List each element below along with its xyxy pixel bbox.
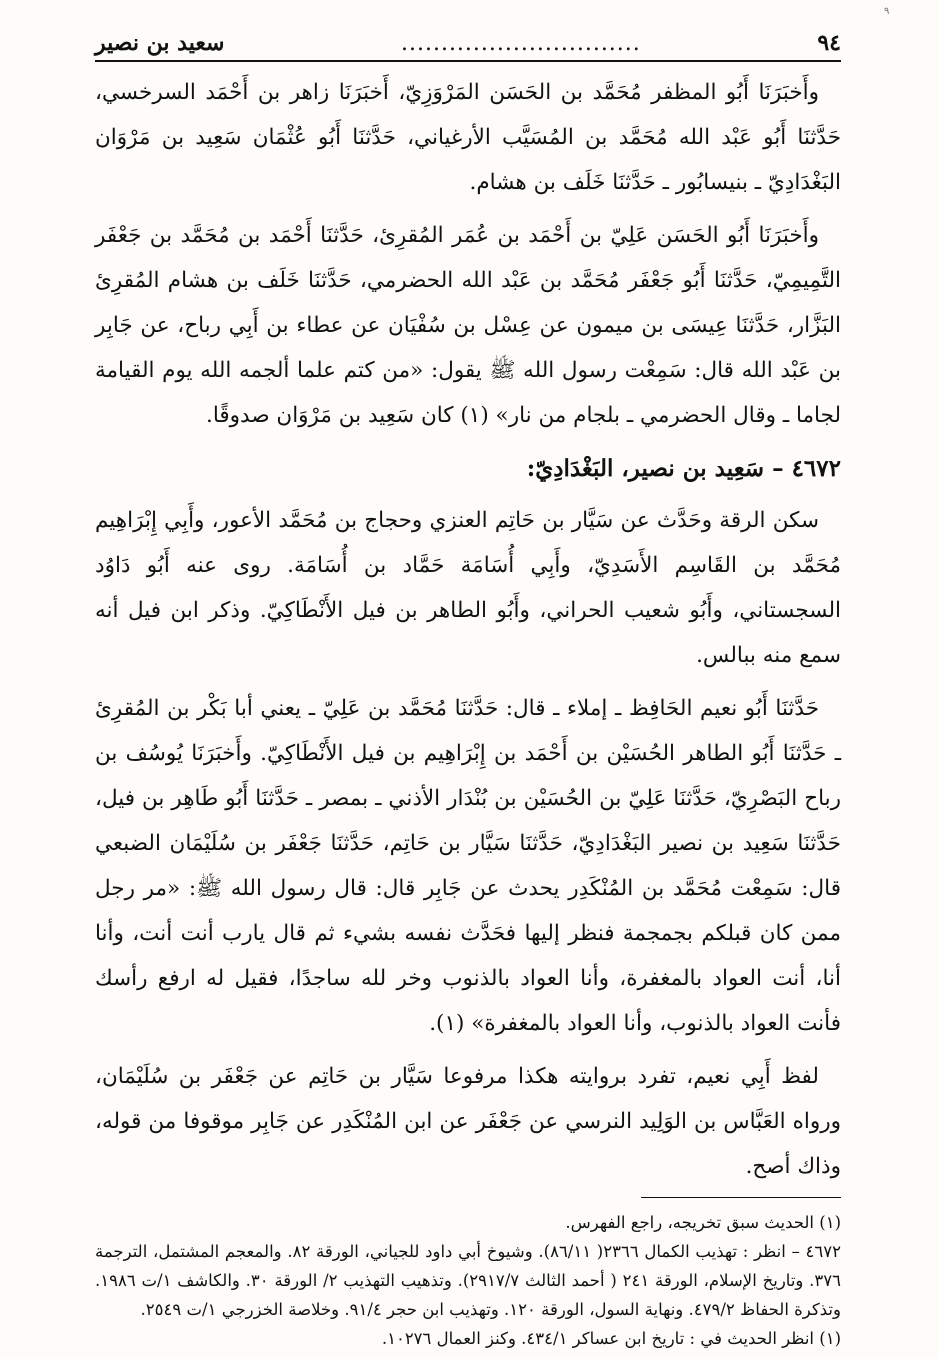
footnote-divider (641, 1197, 841, 1198)
entry-paragraph-1: سكن الرقة وحَدَّث عن سَيَّار بن حَاتِم العنزي وحجاج بن مُحَمَّد الأعور، وأَبِي إِبْرَاهِيم مُحَمَّد بن القَاسِم الأَسَدِيّ، وأَبِي أُسَامَة حَمَّاد بن أُسَامَة. روى عنه أَبُو دَاوُد السجستاني، وأَبُو شعيب الحراني، وأَبُو الطاهر بن فيل الأَنْطَاكِيّ. وذكر ابن فيل أنه سمع منه ببالس. (95, 508, 841, 668)
entry-paragraph-2: حَدَّثنَا أَبُو نعيم الحَافِظ ـ إملاء ـ قال: حَدَّثنَا مُحَمَّد بن عَلِيّ ـ يعني أبا بَكْر بن المُقرِئ ـ حَدَّثنَا أَبُو الطاهر الحُسَيْن بن أَحْمَد بن إِبْرَاهِيم بن فيل الأَنْطَاكِيّ. وأَخبَرَنَا يُوسُف بن رباح البَصْرِيّ، حَدَّثنَا عَلِيّ بن الحُسَيْن بن بُنْدَار الأذني ـ بمصر ـ حَدَّثنَا أَبُو طَاهِر بن فيل، حَدَّثنَا سَعِيد بن نصير البَغْدَادِيّ، حَدَّثنَا سَيَّار بن حَاتِم، حَدَّثنَا جَعْفَر بن سُلَيْمَان الضبعي قال: سَمِعْت مُحَمَّد بن المُنْكَدِر يحدث عن جَابِر قال: قال رسول الله ﷺ: «مر رجل ممن كان قبلكم بجمجمة فنظر إليها فحَدَّث نفسه بشيء ثم قال يارب أنت أنت، وأنا أنا، أنت العواد بالمغفرة، وأنا العواد بالذنوب وخر لله ساجدًا، فقيل له ارفع رأسك فأنت العواد بالذنوب، وأنا العواد بالمغفرة» (١). (95, 696, 841, 1036)
footnote-2: (١) انظر الحديث في : تاريخ ابن عساكر ٤٣٤/١. وكنز العمال ١٠٢٧٦. (381, 1329, 841, 1348)
paragraph-1: وأَخبَرَنَا أَبُو المظفر مُحَمَّد بن الحَسَن المَرْوَزِيّ، أَخبَرَنَا زاهر بن أَحْمَد السرخسي، حَدَّثنَا أَبُو عَبْد الله مُحَمَّد بن المُسَيَّب الأرغياني، حَدَّثنَا أَبُو عُثْمَان سَعِيد بن مَرْوَان البَغْدَادِيّ ـ بنيسابُور ـ حَدَّثنَا خَلَف بن هشام. (95, 80, 841, 195)
entry-paragraph-3: لفظ أَبِي نعيم، تفرد بروايته هكذا مرفوعا سَيَّار بن حَاتِم عن جَعْفَر بن سُلَيْمَان، ورواه العَبَّاس بن الوَلِيد النرسي عن جَعْفَر عن ابن المُنْكَدِر عن جَابِر موقوفا من قوله، وذاك أصح. (95, 1064, 841, 1179)
running-header-right (817, 30, 841, 56)
footnote-1: (١) الحديث سبق تخريجه، راجع الفهرس. (565, 1213, 841, 1232)
margin-mark: ٩ (884, 6, 890, 17)
running-title: سعيد بن نصير (95, 30, 225, 56)
entry-heading: ٤٦٧٢ – سَعِيد بن نصير، البَغْدَادِيّ: (526, 455, 841, 482)
page-number: ٩٤ (817, 30, 841, 56)
footnote-entry-sources: ٤٦٧٢ – انظر : تهذيب الكمال ٢٣٦٦( ٨٦/١١). وشيوخ أبي داود للجياني، الورقة ٨٢. والمعجم المشتمل، الترجمة ٣٧٦. وتاريخ الإسلام، الورقة ٢٤١ ( أحمد الثالث ٢٩١٧/٧). وتذهيب التهذيب ٢/ الورقة ٣٠. والكاشف ١/ت ١٩٨٦. وتذكرة الحفاظ ٤٧٩/٢. ونهاية السول، الورقة ١٢٠. وتهذيب ابن حجر ٩١/٤. وخلاصة الخزرجي ١/ت ٢٥٤٩. (95, 1242, 842, 1319)
header-leader-dots: .............................. (400, 31, 641, 56)
running-header (95, 30, 841, 62)
paragraph-2: وأَخبَرَنَا أَبُو الحَسَن عَلِيّ بن أَحْمَد بن عُمَر المُقرِئ، حَدَّثنَا أَحْمَد بن مُحَمَّد بن جَعْفَر التَّمِيمِيّ، حَدَّثنَا أَبُو جَعْفَر مُحَمَّد بن عَبْد الله الحضرمي، حَدَّثنَا خَلَف بن هشام المُقرِئ البَزَّار، حَدَّثنَا عِيسَى بن ميمون عن عِسْل بن سُفْيَان عن عطاء بن أَبِي رباح، عن جَابِر بن عَبْد الله قال: سَمِعْت رسول الله ﷺ يقول: «من كتم علما ألجمه الله يوم القيامة لجاما ـ وقال الحضرمي ـ بلجام من نار» (١) كان سَعِيد بن مَرْوَان صدوقًا. (95, 223, 841, 428)
